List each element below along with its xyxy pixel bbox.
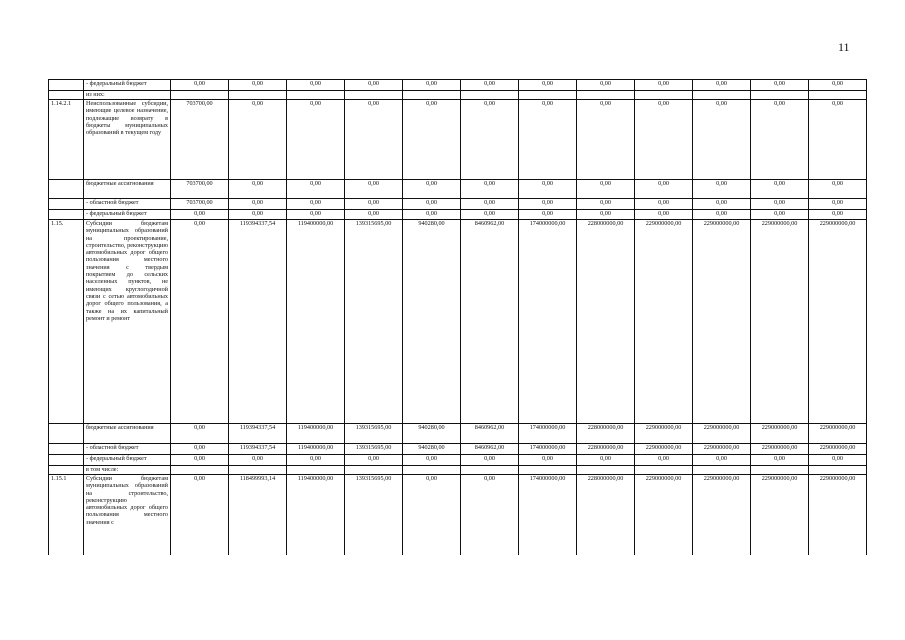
value-cell: 0,00 (461, 100, 519, 180)
row-label: бюджетные ассигнования (84, 180, 171, 199)
value-cell: 0,00 (461, 80, 519, 91)
row-label: - федеральный бюджет (84, 210, 171, 220)
table-row (49, 199, 867, 210)
page-number: 11 (838, 40, 850, 54)
value-cell: 0,00 (403, 475, 461, 555)
value-cell (519, 91, 577, 100)
value-cell: 228000000,00 (577, 424, 635, 444)
value-cell: 0,00 (171, 444, 229, 455)
value-cell: 229000000,00 (635, 424, 693, 444)
value-cell: 139315695,00 (345, 424, 403, 444)
value-cell (345, 91, 403, 100)
value-cell: 0,00 (809, 80, 867, 91)
value-cell: 0,00 (229, 100, 287, 180)
row-code (49, 455, 84, 466)
table-row (49, 455, 867, 466)
value-cell: 0,00 (693, 180, 751, 199)
value-cell: 229000000,00 (693, 220, 751, 424)
value-cell (693, 466, 751, 475)
row-label: Субсидии бюджетам муниципальных образований на проектирование, строительство, реконструкцию автомобильных дорог общего пользования местного значения с твердым покрытием до сельских населенных пунктов, не имеющих круглогодичной связи с сетью автомобильных дорог общего пользования, а также на их капитальный ремонт и ремонт (84, 220, 171, 424)
value-cell: 174000000,00 (519, 424, 577, 444)
value-cell: 0,00 (229, 199, 287, 210)
value-cell (577, 466, 635, 475)
row-code (49, 444, 84, 455)
value-cell: 0,00 (809, 455, 867, 466)
value-cell: 139315695,00 (345, 220, 403, 424)
value-cell (229, 91, 287, 100)
value-cell (635, 466, 693, 475)
value-cell: 229000000,00 (693, 444, 751, 455)
table-body (49, 80, 867, 555)
row-code (49, 80, 84, 91)
value-cell: 229000000,00 (693, 475, 751, 555)
value-cell: 119394337,54 (229, 444, 287, 455)
value-cell: 139315695,00 (345, 444, 403, 455)
value-cell: 0,00 (461, 210, 519, 220)
table-row (49, 100, 867, 180)
value-cell: 0,00 (461, 475, 519, 555)
value-cell: 228000000,00 (577, 475, 635, 555)
value-cell: 0,00 (287, 199, 345, 210)
row-label: - федеральный бюджет (84, 455, 171, 466)
row-code (49, 91, 84, 100)
row-label: Субсидии бюджетам муниципальных образований на строительство, реконструкцию автомобильных дорог общего пользования местного значения с (84, 475, 171, 555)
value-cell: 0,00 (403, 199, 461, 210)
value-cell: 229000000,00 (809, 220, 867, 424)
value-cell: 0,00 (229, 180, 287, 199)
value-cell: 0,00 (345, 180, 403, 199)
value-cell: 229000000,00 (693, 424, 751, 444)
value-cell: 0,00 (519, 100, 577, 180)
value-cell (287, 466, 345, 475)
value-cell: 0,00 (693, 455, 751, 466)
value-cell: 0,00 (809, 100, 867, 180)
value-cell (229, 466, 287, 475)
value-cell: 229000000,00 (635, 475, 693, 555)
value-cell (461, 466, 519, 475)
value-cell: 8460962,00 (461, 424, 519, 444)
value-cell: 0,00 (751, 80, 809, 91)
value-cell: 0,00 (519, 199, 577, 210)
value-cell: 228000000,00 (577, 220, 635, 424)
table-row (49, 220, 867, 424)
value-cell (403, 466, 461, 475)
value-cell: 0,00 (403, 210, 461, 220)
value-cell: 940280,00 (403, 220, 461, 424)
value-cell: 0,00 (577, 210, 635, 220)
value-cell: 229000000,00 (809, 424, 867, 444)
row-label: - областной бюджет (84, 199, 171, 210)
value-cell: 229000000,00 (809, 444, 867, 455)
value-cell (403, 91, 461, 100)
value-cell: 174000000,00 (519, 220, 577, 424)
value-cell: 119394337,54 (229, 424, 287, 444)
value-cell: 0,00 (345, 80, 403, 91)
value-cell: 0,00 (751, 455, 809, 466)
value-cell: 229000000,00 (635, 220, 693, 424)
value-cell: 0,00 (171, 424, 229, 444)
value-cell: 0,00 (519, 455, 577, 466)
value-cell: 0,00 (635, 180, 693, 199)
value-cell: 0,00 (519, 210, 577, 220)
value-cell: 229000000,00 (635, 444, 693, 455)
value-cell: 0,00 (519, 80, 577, 91)
value-cell: 0,00 (171, 80, 229, 91)
value-cell: 228000000,00 (577, 444, 635, 455)
value-cell: 229000000,00 (751, 444, 809, 455)
row-code (49, 210, 84, 220)
table-row (49, 80, 867, 91)
table-row (49, 444, 867, 455)
row-label: из них: (84, 91, 171, 100)
value-cell: 139315695,00 (345, 475, 403, 555)
table-row (49, 424, 867, 444)
value-cell: 0,00 (751, 180, 809, 199)
value-cell: 0,00 (461, 180, 519, 199)
table-row (49, 180, 867, 199)
budget-table (48, 79, 867, 555)
value-cell: 119394337,54 (229, 220, 287, 424)
value-cell: 0,00 (635, 210, 693, 220)
value-cell: 119400000,00 (287, 220, 345, 424)
value-cell (171, 466, 229, 475)
value-cell: 0,00 (171, 210, 229, 220)
row-code: 1.15.1 (49, 475, 84, 555)
value-cell (751, 466, 809, 475)
value-cell: 0,00 (809, 199, 867, 210)
value-cell: 0,00 (287, 100, 345, 180)
value-cell: 0,00 (403, 455, 461, 466)
row-code (49, 424, 84, 444)
value-cell: 0,00 (577, 80, 635, 91)
row-code (49, 180, 84, 199)
value-cell (577, 91, 635, 100)
value-cell: 0,00 (635, 199, 693, 210)
value-cell: 703700,00 (171, 199, 229, 210)
row-label: в том числе: (84, 466, 171, 475)
value-cell: 0,00 (519, 180, 577, 199)
value-cell (345, 466, 403, 475)
value-cell: 0,00 (577, 199, 635, 210)
value-cell: 0,00 (171, 455, 229, 466)
value-cell: 0,00 (693, 210, 751, 220)
row-code: 1.15. (49, 220, 84, 424)
value-cell: 0,00 (693, 100, 751, 180)
value-cell: 0,00 (345, 455, 403, 466)
value-cell: 0,00 (345, 210, 403, 220)
value-cell: 0,00 (229, 455, 287, 466)
value-cell (809, 466, 867, 475)
value-cell: 174000000,00 (519, 475, 577, 555)
value-cell: 119400000,00 (287, 444, 345, 455)
value-cell: 229000000,00 (751, 424, 809, 444)
value-cell (171, 91, 229, 100)
value-cell: 119400000,00 (287, 424, 345, 444)
value-cell: 229000000,00 (809, 475, 867, 555)
value-cell: 940280,00 (403, 424, 461, 444)
value-cell: 0,00 (345, 100, 403, 180)
value-cell: 0,00 (403, 100, 461, 180)
value-cell: 0,00 (403, 180, 461, 199)
value-cell: 8460962,00 (461, 220, 519, 424)
value-cell: 0,00 (693, 80, 751, 91)
value-cell: 0,00 (461, 455, 519, 466)
value-cell: 118499993,14 (229, 475, 287, 555)
value-cell: 0,00 (577, 100, 635, 180)
value-cell: 8460962,00 (461, 444, 519, 455)
value-cell: 0,00 (403, 80, 461, 91)
value-cell (693, 91, 751, 100)
table-row (49, 475, 867, 555)
value-cell: 703700,00 (171, 100, 229, 180)
value-cell: 0,00 (635, 100, 693, 180)
row-label: бюджетные ассигнования (84, 424, 171, 444)
row-label: Неиспользованные субсидии, имеющие целевое назначение, подлежащие возврату в бюджеты муниципальных образований в текущем году (84, 100, 171, 180)
value-cell: 0,00 (461, 199, 519, 210)
value-cell: 0,00 (577, 180, 635, 199)
row-label: - федеральный бюджет (84, 80, 171, 91)
value-cell: 229000000,00 (751, 475, 809, 555)
row-code (49, 466, 84, 475)
value-cell: 0,00 (171, 475, 229, 555)
value-cell: 0,00 (751, 100, 809, 180)
value-cell: 0,00 (577, 455, 635, 466)
value-cell (519, 466, 577, 475)
value-cell (751, 91, 809, 100)
row-code: 1.14.2.1 (49, 100, 84, 180)
value-cell (461, 91, 519, 100)
value-cell: 0,00 (229, 80, 287, 91)
value-cell: 229000000,00 (751, 220, 809, 424)
value-cell: 0,00 (287, 80, 345, 91)
value-cell: 0,00 (809, 180, 867, 199)
value-cell: 0,00 (229, 210, 287, 220)
value-cell: 0,00 (287, 455, 345, 466)
value-cell: 0,00 (345, 199, 403, 210)
value-cell: 174000000,00 (519, 444, 577, 455)
value-cell: 0,00 (287, 210, 345, 220)
value-cell: 0,00 (809, 210, 867, 220)
value-cell: 119400000,00 (287, 475, 345, 555)
table-row (49, 91, 867, 100)
value-cell: 0,00 (693, 199, 751, 210)
table-row (49, 466, 867, 475)
value-cell: 0,00 (287, 180, 345, 199)
row-label: - областной бюджет (84, 444, 171, 455)
value-cell: 0,00 (751, 199, 809, 210)
value-cell: 940280,00 (403, 444, 461, 455)
value-cell: 0,00 (751, 210, 809, 220)
value-cell: 703700,00 (171, 180, 229, 199)
row-code (49, 199, 84, 210)
value-cell: 0,00 (635, 455, 693, 466)
value-cell: 0,00 (171, 220, 229, 424)
value-cell (287, 91, 345, 100)
table-row (49, 210, 867, 220)
value-cell: 0,00 (635, 80, 693, 91)
value-cell (809, 91, 867, 100)
value-cell (635, 91, 693, 100)
